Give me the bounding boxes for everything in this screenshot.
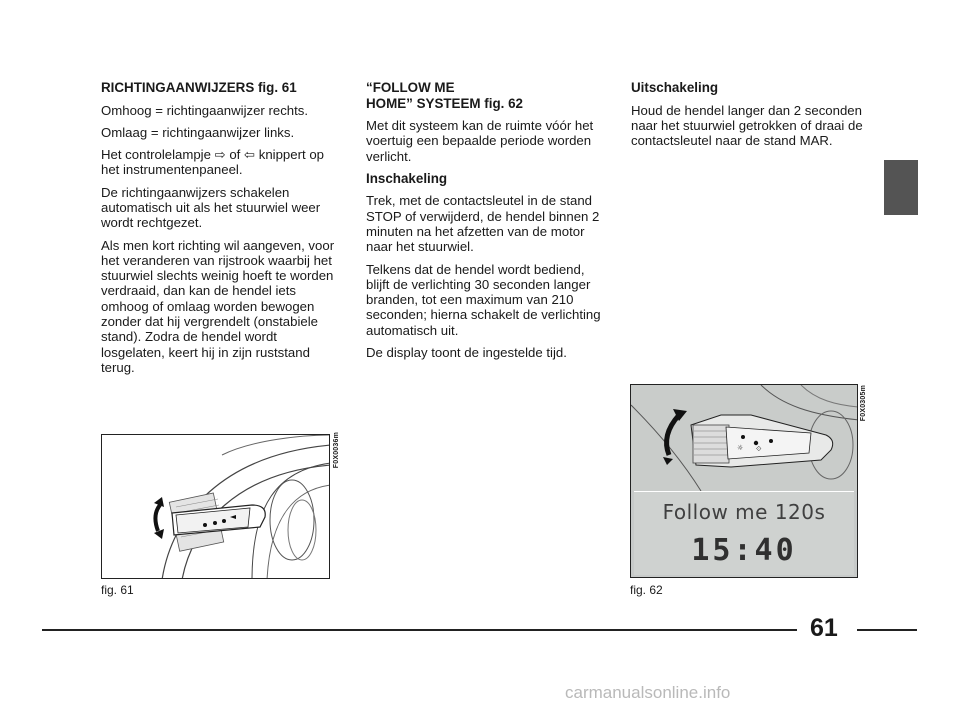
subheading-activation: Inschakeling bbox=[366, 170, 448, 186]
text-activation: Trek, met de contactsleutel in de stand STOP of verwijderd, de hendel binnen 2 minuten na het afzetten van de motor naar het stuurwiel. bbox=[366, 193, 600, 255]
lcd-display bbox=[634, 491, 854, 575]
text-lane-change: Als men kort richting wil aangeven, voor het veranderen van rijstrook waarbij het stuurwiel slechts weinig hoeft te worden verdraaid, dan kan de hendel iets omhoog of omlaag worden bewogen zonder dat hij vergrendelt (onstabiele stand). Zodra de hendel wordt losgelaten, keert hij in zijn ruststand terug. bbox=[101, 237, 335, 375]
heading-follow-me-home: “FOLLOW ME HOME” SYSTEEM fig. 62 bbox=[366, 80, 523, 111]
text-extension: Telkens dat de hendel wordt bediend, blijft de verlichting 30 seconden langer branden, tot een maximum van 210 seconden; hierna schakelt de verlichting automatisch uit. bbox=[366, 261, 601, 338]
arrow-left-icon: ⇦ bbox=[244, 147, 256, 163]
figure-61-code: F0X0036m bbox=[333, 432, 340, 469]
text-up-right: Omhoog = richtingaanwijzer rechts. bbox=[101, 102, 309, 118]
lever-illustration bbox=[631, 385, 858, 491]
display-message: Follow me 120s bbox=[662, 500, 826, 524]
footer-rule-left bbox=[42, 629, 797, 631]
figure-62-follow-me bbox=[630, 384, 858, 578]
lever-illustration bbox=[102, 435, 330, 579]
subheading-deactivation: Uitschakeling bbox=[631, 80, 719, 95]
column-turn-signals bbox=[101, 80, 341, 382]
figure-62-code: F0X0305m bbox=[860, 385, 867, 422]
chapter-tab bbox=[884, 160, 918, 215]
text-follow-me-intro: Met dit systeem kan de ruimte vóór het voertuig een bepaalde periode worden verlicht. bbox=[366, 118, 594, 164]
text-display: De display toont de ingestelde tijd. bbox=[366, 345, 567, 361]
display-time: 15:40 bbox=[691, 533, 797, 568]
footer-rule-right bbox=[857, 629, 917, 631]
column-deactivation bbox=[631, 80, 871, 155]
figure-61-caption: fig. 61 bbox=[101, 583, 134, 597]
text-auto-off: De richtingaanwijzers schakelen automatisch uit als het stuurwiel weer wordt rechtgezet. bbox=[101, 184, 321, 231]
page-number: 61 bbox=[810, 614, 838, 642]
svg-text:☼: ☼ bbox=[737, 444, 744, 452]
arrow-right-icon: ⇨ bbox=[214, 147, 226, 163]
text-deactivation: Houd de hendel langer dan 2 seconden naar het stuurwiel getrokken of draai de contactsleutel naar de stand MAR. bbox=[631, 102, 863, 149]
figure-62-caption: fig. 62 bbox=[630, 583, 663, 597]
figure-61-lever bbox=[101, 434, 330, 579]
heading-turn-signals: RICHTINGAANWIJZERS fig. 61 bbox=[101, 80, 297, 95]
text-warning-light: Het controlelampje ⇨ of ⇦ knippert op het instrumentenpaneel. bbox=[101, 147, 324, 178]
text-down-left: Omlaag = richtingaanwijzer links. bbox=[101, 124, 295, 140]
watermark: carmanualsonline.info bbox=[565, 683, 731, 702]
svg-text:⟐: ⟐ bbox=[756, 445, 762, 453]
column-follow-me-home bbox=[366, 80, 606, 367]
